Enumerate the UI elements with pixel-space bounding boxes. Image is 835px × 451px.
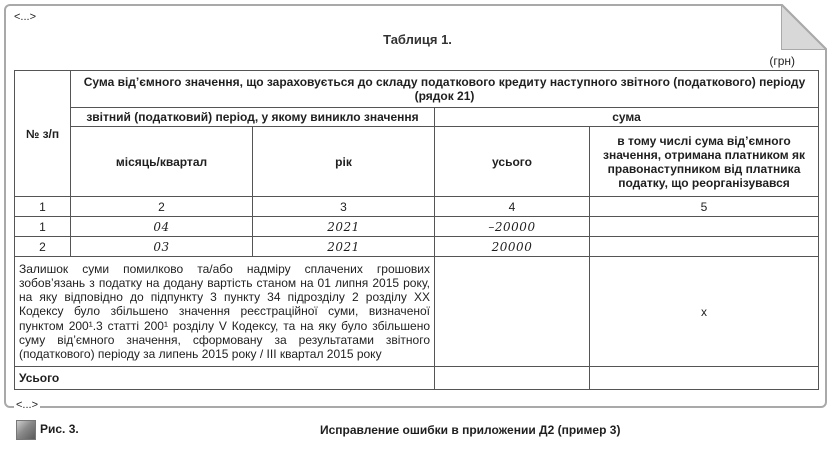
row-month: 03 [71, 237, 253, 257]
total-sum-cell [435, 367, 590, 390]
unit-label: (грн) [769, 54, 795, 68]
row-no: 1 [15, 217, 71, 237]
header-no: № з/п [15, 71, 71, 197]
col-num: 1 [15, 197, 71, 217]
balance-mark: x [590, 257, 819, 367]
figure-label: Рис. 3. [40, 422, 79, 436]
balance-text: Залишок суми помилково та/або надміру сплачених грошових зобов’язань з податку на додану вартість станом на 01 липня 2015 року, на яку відповідно до підпункту 3 пункту 34 підрозділу 2 розділу XX Кодексу було збільшено значення реєстраційної суми, визначеної пунктом 200¹.3 статті 200¹ розділу V Кодексу, та на яку було збільшено суму від’ємного значення, сформовану за результатами звітного (податкового) періоду за липень 2015 року / III квартал 2015 року [15, 257, 435, 367]
header-incl: в тому числі сума від’ємного значення, отримана платником як правонаступником від платника податку, що реорганізувався [590, 127, 819, 197]
col-num: 3 [253, 197, 435, 217]
col-num: 2 [71, 197, 253, 217]
table-row [15, 217, 819, 237]
row-month: 04 [71, 217, 253, 237]
col-num: 4 [435, 197, 590, 217]
header-year: рік [253, 127, 435, 197]
figure-caption: Исправление ошибки в приложении Д2 (пример 3) [320, 423, 621, 437]
balance-total-cell [435, 257, 590, 367]
total-incl-cell [590, 367, 819, 390]
header-group: Сума від’ємного значення, що зараховується до складу податкового кредиту наступного звітного (податкового) періоду (рядок 21) [71, 71, 819, 108]
row-total: –20000 [435, 217, 590, 237]
row-total: 20000 [435, 237, 590, 257]
header-month: місяць/квартал [71, 127, 253, 197]
column-number-row [15, 197, 819, 217]
row-incl [590, 237, 819, 257]
header-sum: сума [435, 108, 819, 127]
col-num: 5 [590, 197, 819, 217]
figure-icon [16, 420, 36, 440]
row-year: 2021 [253, 217, 435, 237]
ellipsis-bottom: <...> [16, 399, 39, 411]
table-title: Таблиця 1. [383, 32, 452, 47]
row-incl [590, 217, 819, 237]
ellipsis-top: <...> [14, 11, 37, 23]
row-year: 2021 [253, 237, 435, 257]
header-total: усього [435, 127, 590, 197]
header-period: звітний (податковий) період, у якому виникло значення [71, 108, 435, 127]
row-no: 2 [15, 237, 71, 257]
table-row [15, 237, 819, 257]
total-label: Усього [15, 367, 435, 390]
report-table [14, 70, 819, 390]
